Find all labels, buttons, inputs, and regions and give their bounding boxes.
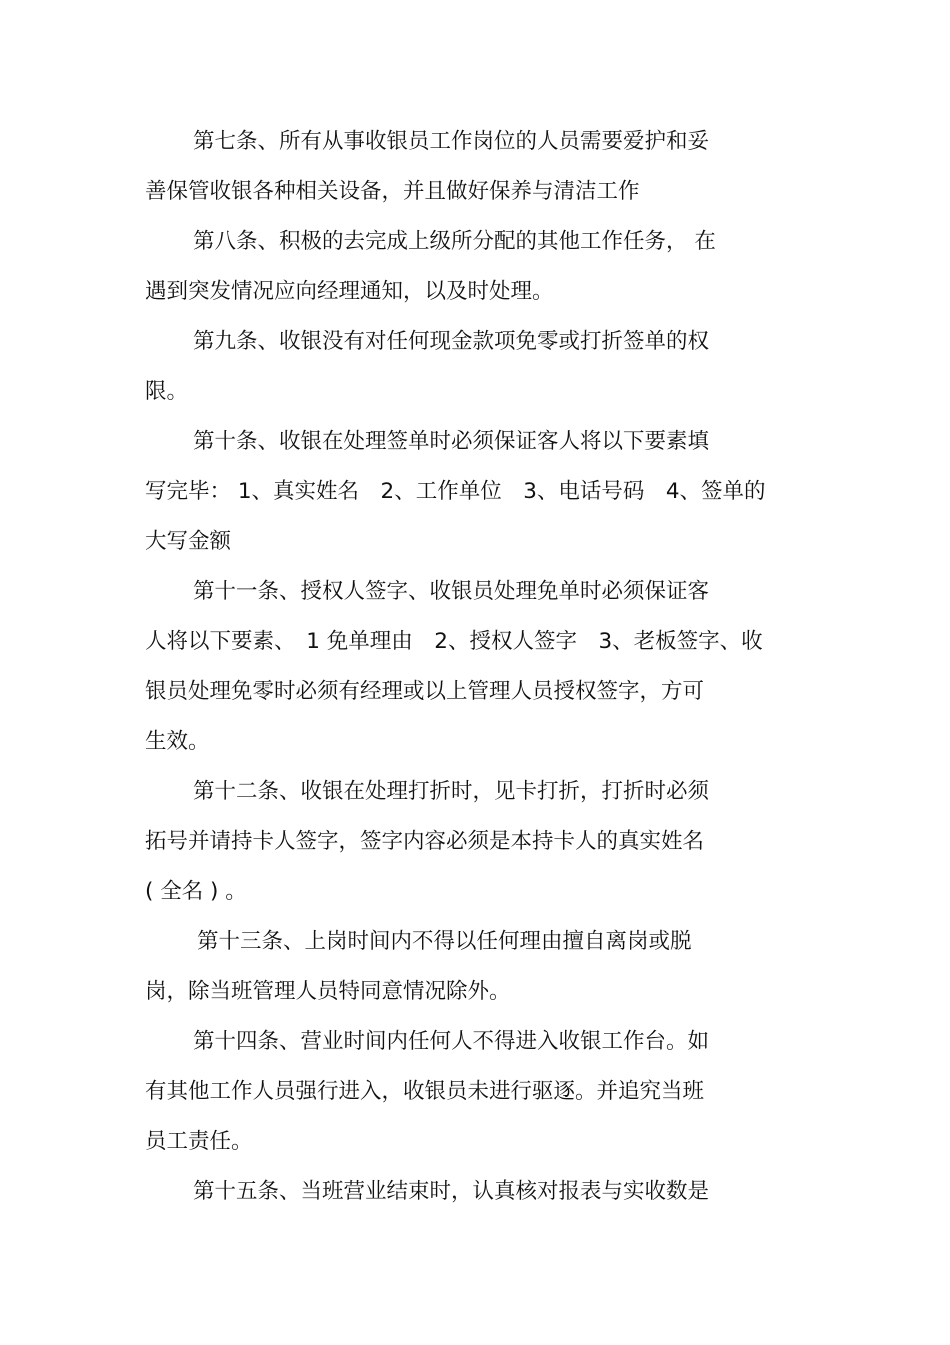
text-line: 第十一条、授权人签字、收银员处理免单时必须保证客: [193, 579, 710, 604]
text-line: 第九条、收银没有对任何现金款项免零或打折签单的权: [193, 329, 710, 354]
text-line: 第十二条、收银在处理打折时，见卡打折，打折时必须: [193, 779, 710, 804]
text-line: 善保管收银各种相关设备，并且做好保养与清洁工作: [145, 179, 640, 204]
text-line: 生效。: [145, 729, 210, 754]
text-line: 写完毕： 1、真实姓名 2、工作单位 3、电话号码 4、签单的: [145, 479, 766, 504]
text-line: 银员处理免零时必须有经理或以上管理人员授权签字，方可: [145, 679, 705, 704]
text-line: 第八条、积极的去完成上级所分配的其他工作任务， 在: [193, 229, 716, 254]
text-line: 岗，除当班管理人员特同意情况除外。: [145, 979, 511, 1004]
text-line: 人将以下要素、 1 免单理由 2、授权人签字 3、老板签字、收: [145, 629, 763, 654]
text-line: 员工责任。: [145, 1129, 253, 1154]
text-line: 第十四条、营业时间内任何人不得进入收银工作台。如: [193, 1029, 710, 1054]
text-line: 第十三条、上岗时间内不得以任何理由擅自离岗或脱: [197, 929, 692, 954]
text-line: 拓号并请持卡人签字，签字内容必须是本持卡人的真实姓名: [145, 829, 705, 854]
text-line: 第十五条、当班营业结束时，认真核对报表与实收数是: [193, 1179, 710, 1204]
text-line: 限。: [145, 379, 189, 404]
text-line: ( 全名 ) 。: [145, 879, 247, 904]
text-line: 有其他工作人员强行进入，收银员未进行驱逐。并追究当班: [145, 1079, 705, 1104]
text-line: 大写金额: [145, 529, 232, 554]
text-line: 遇到突发情况应向经理通知，以及时处理。: [145, 279, 554, 304]
text-line: 第十条、收银在处理签单时必须保证客人将以下要素填: [193, 429, 710, 454]
text-line: 第七条、所有从事收银员工作岗位的人员需要爱护和妥: [193, 129, 710, 154]
